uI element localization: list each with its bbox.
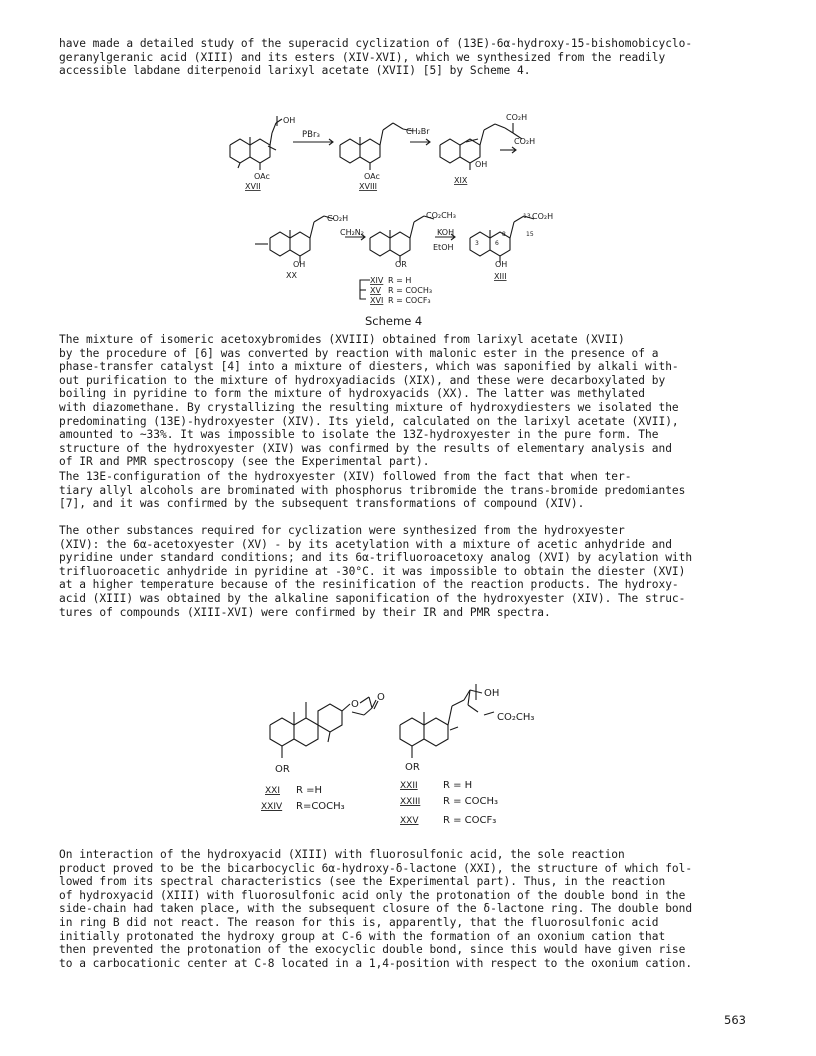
text-line: The 13E-configuration of the hydroxyester (XIV) followed from the fact that when ter- bbox=[59, 470, 632, 483]
locant-6: 6 bbox=[495, 240, 499, 247]
text-line: [7], and it was confirmed by the subsequent transformations of compound (XIV). bbox=[59, 497, 585, 511]
scheme-label-oh-xx: OH bbox=[293, 260, 306, 269]
text-line: phase-transfer catalyst [4] into a mixture of diesters, which was saponified by alkali with- bbox=[59, 360, 679, 374]
text-line: geranylgeranic acid (XIII) and its esters (XIV-XVI), which we synthesized from the readily bbox=[59, 50, 666, 64]
compound-label-xvi: XVI bbox=[370, 296, 384, 305]
text-line: The other substances required for cyclization were synthesized from the hydroxyester bbox=[59, 524, 625, 537]
page-number: 563 bbox=[724, 1013, 746, 1027]
text-line: at a higher temperature because of the resinification of the reaction products. The hydroxy- bbox=[59, 578, 679, 592]
scheme-label-co2h-a: CO₂H bbox=[506, 113, 528, 122]
compound-label-xvii: XVII bbox=[245, 182, 261, 191]
scheme-caption: Scheme 4 bbox=[365, 314, 423, 328]
scheme-label-oac-2: OAc bbox=[364, 172, 380, 181]
label-or-right: OR bbox=[405, 762, 420, 773]
molecule-xxii bbox=[400, 684, 494, 758]
scheme-label-ch2br: CH₂Br bbox=[406, 127, 430, 136]
locant-13: 13 bbox=[523, 213, 531, 220]
text-line: side-chain had taken place, with the subsequent closure of the δ-lactone ring. The double bond bbox=[59, 902, 693, 916]
compound-label-xviii: XVIII bbox=[359, 182, 378, 191]
substituent-r-coch3-left: R=COCH₃ bbox=[296, 801, 345, 812]
text-line: acid (XIII) was obtained by the alkaline saponification of the hydroxyester (XIV). The struc- bbox=[59, 591, 686, 605]
scheme-label-co2h-xiii: CO₂H bbox=[532, 212, 554, 221]
text-line: accessible labdane diterpenoid larixyl acetate (XVII) [5] by Scheme 4. bbox=[59, 64, 531, 78]
scheme-label-oh-xiii: OH bbox=[495, 260, 508, 269]
text-line: product proved to be the bicarbocyclic 6α-hydroxy-δ-lactone (XXI), the structure of which fol- bbox=[59, 861, 693, 875]
text-line: lowed from its spectral characteristics (see the Experimental part). Thus, in the reaction bbox=[59, 875, 666, 889]
substituent-r-coch3: R = COCH₃ bbox=[388, 286, 433, 295]
text-line: then prevented the protonation of the exocyclic double bond, since this would have given rise bbox=[59, 943, 686, 957]
label-oh-right: OH bbox=[484, 688, 500, 699]
reagent-pbr3: PBr₃ bbox=[302, 130, 320, 140]
text-line: of IR and PMR spectroscopy (see the Experimental part). bbox=[59, 455, 430, 469]
molecule-xxi bbox=[270, 697, 378, 758]
body-paragraph-4 bbox=[59, 848, 771, 970]
text-line: in ring B did not react. The reason for this is, apparently, that the fluorosulfonic acid bbox=[59, 915, 659, 929]
scheme-label-co2h-b: CO₂H bbox=[514, 137, 536, 146]
text-line: out purification to the mixture of hydroxyadiacids (XIX), and these were decarboxylated by bbox=[59, 373, 666, 387]
substituent-r-h: R = H bbox=[388, 276, 412, 285]
scheme-label-oh-xix: OH bbox=[475, 160, 488, 169]
locant-3: 3 bbox=[475, 240, 479, 247]
substituent-r-coch3-right: R = COCH₃ bbox=[443, 796, 499, 807]
scheme-label-co2ch3: CO₂CH₃ bbox=[426, 211, 456, 220]
text-line: On interaction of the hydroxyacid (XIII) with fluorosulfonic acid, the sole reaction bbox=[59, 848, 625, 861]
text-line: tures of compounds (XIII-XVI) were confirmed by their IR and PMR spectra. bbox=[59, 605, 551, 619]
compound-label-xxi: XXI bbox=[265, 786, 280, 796]
reagent-etoh: EtOH bbox=[433, 243, 454, 252]
substituent-r-cocf3-right: R = COCF₃ bbox=[443, 815, 497, 826]
reagent-ch2n2: CH₂N₂ bbox=[340, 228, 364, 237]
substituent-r-h-right: R = H bbox=[443, 780, 473, 791]
locant-8: 8 bbox=[502, 231, 506, 238]
label-or-left: OR bbox=[275, 764, 290, 775]
text-line: (XIV): the 6α-acetoxyester (XV) - by its acetylation with a mixture of acetic anhydride and bbox=[59, 537, 672, 551]
text-line: initially protonated the hydroxy group at C-6 with the formation of an oxonium cation that bbox=[59, 929, 666, 943]
label-co2ch3-right: CO₂CH₃ bbox=[497, 712, 535, 723]
scheme-label-or-xiv: OR bbox=[395, 260, 407, 269]
text-line: by the procedure of [6] was converted by reaction with malonic ester in the presence of a bbox=[59, 346, 659, 360]
text-line: of hydroxyacid (XIII) with fluorosulfonic acid only the protonation of the double bond in the bbox=[59, 888, 686, 902]
compound-label-xiii: XIII bbox=[494, 272, 507, 281]
lactone-ring-oxygen: O bbox=[351, 699, 359, 710]
text-line: to a carbocationic center at C-8 located in a 1,4-position with respect to the oxonium cation. bbox=[59, 956, 693, 970]
carbonyl-oxygen: O bbox=[377, 692, 385, 703]
scheme-label-oh: OH bbox=[283, 116, 296, 125]
compound-label-xxv: XXV bbox=[400, 816, 419, 826]
text-line: predominating (13E)-hydroxyester (XIV). Its yield, calculated on the larixyl acetate (XVII), bbox=[59, 414, 679, 428]
compound-label-xx: XX bbox=[286, 271, 297, 280]
text-line: structure of the hydroxyester (XIV) was confirmed by the results of elementary analysis and bbox=[59, 441, 672, 455]
scheme-label-co2h-xx: CO₂H bbox=[327, 214, 349, 223]
compound-label-xv: XV bbox=[370, 286, 381, 295]
locant-15: 15 bbox=[526, 231, 534, 238]
text-line: trifluoroacetic anhydride in pyridine at -30°C. it was impossible to obtain the diester (XVI) bbox=[59, 564, 686, 578]
text-line: tiary allyl alcohols are brominated with phosphorus tribromide the trans-bromide predomiantes bbox=[59, 483, 686, 497]
compound-label-xxii: XXII bbox=[400, 781, 418, 791]
compound-label-xxiii: XXIII bbox=[400, 797, 421, 807]
text-line: amounted to ~33%. It was impossible to isolate the 13Z-hydroxyester in the pure form. The bbox=[59, 428, 659, 442]
text-line: The mixture of isomeric acetoxybromides (XVIII) obtained from larixyl acetate (XVII) bbox=[59, 333, 625, 346]
compound-label-xiv: XIV bbox=[370, 276, 384, 285]
text-line: boiling in pyridine to form the mixture of hydroxyacids (XX). The latter was methylated bbox=[59, 387, 645, 401]
text-line: with diazomethane. By crystallizing the resulting mixture of hydroxydiesters we isolated the bbox=[59, 400, 679, 414]
reagent-koh: KOH bbox=[437, 228, 455, 237]
compound-label-xxiv: XXIV bbox=[261, 802, 283, 812]
text-line: have made a detailed study of the superacid cyclization of (13E)-6α-hydroxy-15-bishomobicyclo- bbox=[59, 37, 693, 50]
substituent-r-cocf3: R = COCF₃ bbox=[388, 296, 431, 305]
text-line: pyridine under standard conditions; and its 6α-trifluoroacetoxy analog (XVI) by acylation with bbox=[59, 551, 693, 565]
scheme-label-oac-1: OAc bbox=[254, 172, 270, 181]
compound-label-xix: XIX bbox=[454, 176, 468, 185]
substituent-r-h-left: R =H bbox=[296, 785, 323, 796]
